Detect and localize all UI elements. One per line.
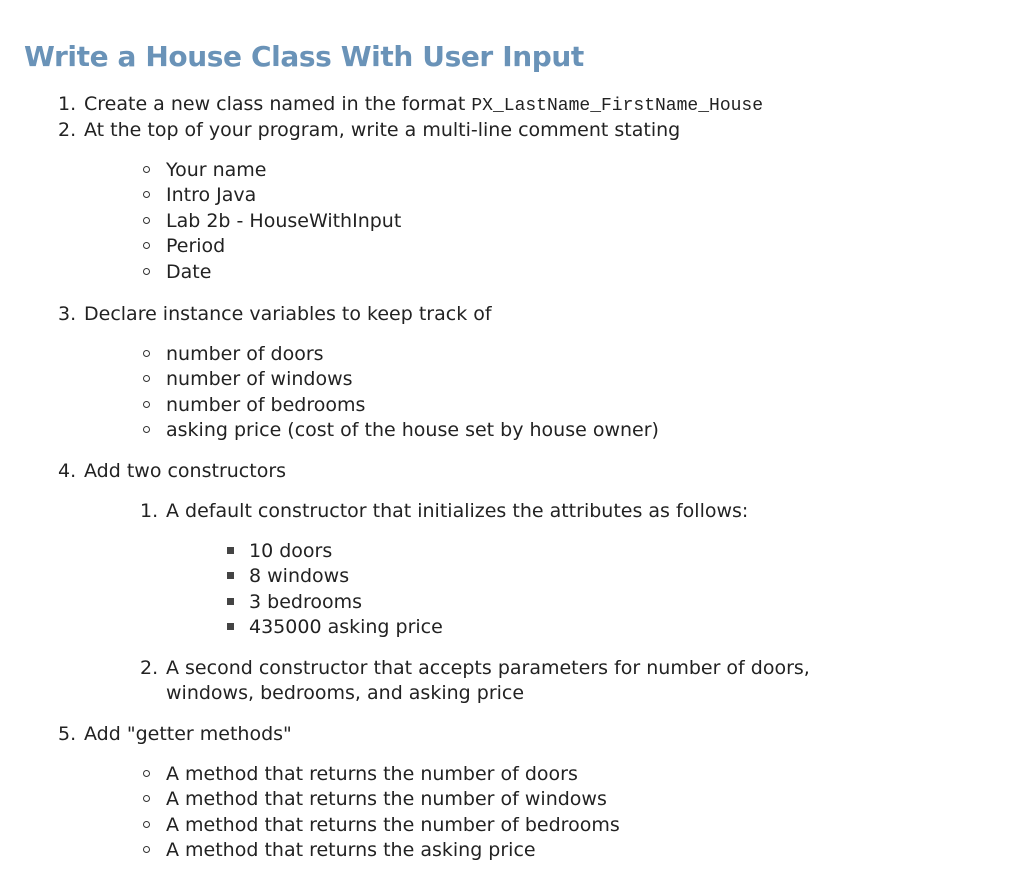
bullet-circle-icon xyxy=(143,426,150,433)
step-3 xyxy=(58,302,492,326)
bullet-square-icon xyxy=(227,598,234,605)
step-number: 5. xyxy=(58,723,77,745)
bullet-circle-icon xyxy=(143,217,150,224)
bullet-circle-icon xyxy=(143,821,150,828)
bullet-square-icon xyxy=(227,547,234,554)
substep-2 xyxy=(140,656,810,680)
step-number: 3. xyxy=(58,303,77,325)
bullet-circle-icon xyxy=(143,191,150,198)
list-item: Period xyxy=(166,235,226,257)
bullet-square-icon xyxy=(227,572,234,579)
bullet-circle-icon xyxy=(143,242,150,249)
step-4 xyxy=(58,459,286,483)
step-text: Add two constructors xyxy=(84,460,287,482)
step-1 xyxy=(58,92,763,118)
list-item: 3 bedrooms xyxy=(249,591,362,613)
bullet-circle-icon xyxy=(143,166,150,173)
list-item: Lab 2b - HouseWithInput xyxy=(166,210,402,232)
bullet-circle-icon xyxy=(143,795,150,802)
list-item: number of bedrooms xyxy=(166,394,366,416)
step-text: At the top of your program, write a multi-line comment stating xyxy=(84,119,681,141)
list-item: 8 windows xyxy=(249,565,350,587)
list-item: Date xyxy=(166,261,212,283)
substep-number: 2. xyxy=(140,657,159,679)
list-item: 10 doors xyxy=(249,540,333,562)
list-item: number of windows xyxy=(166,368,353,390)
step-number: 4. xyxy=(58,460,77,482)
step-number: 1. xyxy=(58,93,77,115)
step-text: Create a new class named in the format xyxy=(84,93,472,115)
bullet-square-icon xyxy=(227,623,234,630)
bullet-circle-icon xyxy=(143,770,150,777)
list-item: Your name xyxy=(166,159,267,181)
list-item: Intro Java xyxy=(166,184,257,206)
list-item: 435000 asking price xyxy=(249,616,443,638)
substep-text: A default constructor that initializes the attributes as follows: xyxy=(166,500,749,522)
step-text: Declare instance variables to keep track of xyxy=(84,303,492,325)
page-title: Write a House Class With User Input xyxy=(24,40,584,73)
class-name-format: PX_LastName_FirstName_House xyxy=(471,96,764,116)
substep-text: A second constructor that accepts parameters for number of doors, xyxy=(166,657,810,679)
step-text: Add "getter methods" xyxy=(84,723,292,745)
list-item: number of doors xyxy=(166,343,324,365)
list-item: A method that returns the number of doors xyxy=(166,763,578,785)
bullet-circle-icon xyxy=(143,846,150,853)
substep-1 xyxy=(140,499,748,523)
substep-number: 1. xyxy=(140,500,159,522)
bullet-circle-icon xyxy=(143,268,150,275)
list-item: asking price (cost of the house set by house owner) xyxy=(166,419,659,441)
step-5 xyxy=(58,722,292,746)
list-item: A method that returns the asking price xyxy=(166,839,536,861)
bullet-circle-icon xyxy=(143,401,150,408)
list-item: A method that returns the number of bedrooms xyxy=(166,814,620,836)
substep-2-continuation: windows, bedrooms, and asking price xyxy=(166,682,525,704)
step-number: 2. xyxy=(58,119,77,141)
bullet-circle-icon xyxy=(143,375,150,382)
bullet-circle-icon xyxy=(143,350,150,357)
step-2 xyxy=(58,118,680,142)
list-item: A method that returns the number of windows xyxy=(166,788,607,810)
